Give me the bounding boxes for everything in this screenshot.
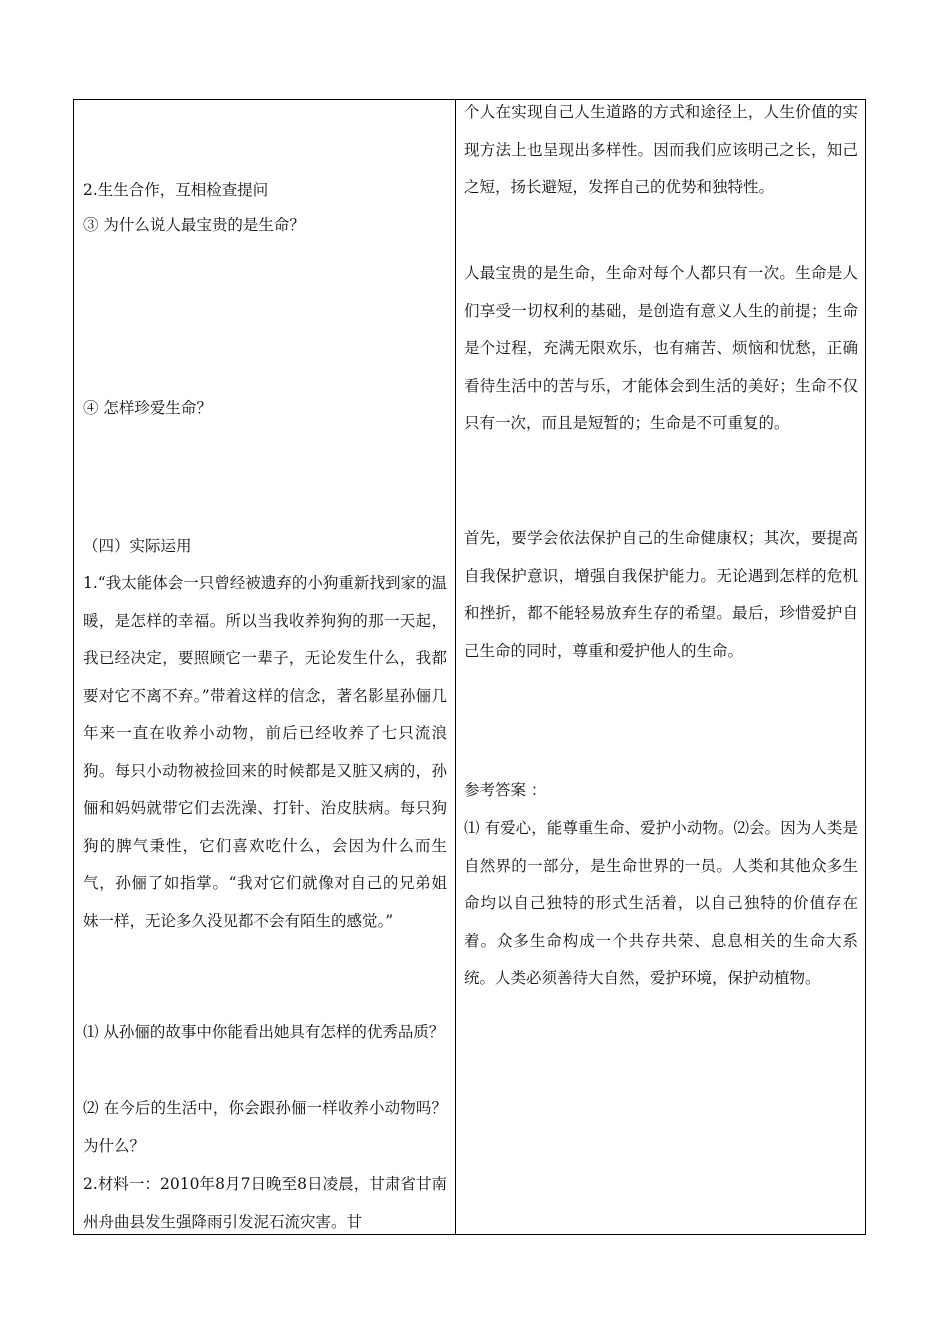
column-divider — [455, 99, 456, 1235]
sub-question-1: ⑴ 从孙俪的故事中你能看出她具有怎样的优秀品质？ — [83, 1023, 445, 1041]
question-3: ③ 为什么说人最宝贵的是生命？ — [83, 216, 305, 234]
answer-paragraph-1: 个人在实现自己人生道路的方式和途径上，人生价值的实现方法上也呈现出多样性。因而我们应该明己之长，知己之短，扬长避短，发挥自己的优势和独特性。 — [464, 103, 858, 196]
section-4-title: （四）实际运用 — [83, 537, 192, 555]
reference-answer-label: 参考答案 ： — [464, 781, 547, 799]
answer-paragraph-3: 首先，要学会依法保护自己的生命健康权；其次，要提高自我保护意识，增强自我保护能力。无论遇到怎样的危机和挫折，都不能轻易放弃生存的希望。最后，珍惜爱护自己生命的同时，尊重和爱护他人的生命。 — [464, 529, 858, 660]
sub-question-2: ⑵ 在今后的生活中，你会跟孙俪一样收养小动物吗？为什么？ — [83, 1099, 447, 1155]
question-4: ④ 怎样珍爱生命？ — [83, 399, 212, 417]
step2-cooperation: 2.生生合作，互相检查提问 — [83, 181, 269, 199]
material-2: 2.材料一：2010年8月7日晚至8日凌晨，甘肃省甘南州舟曲县发生强降雨引发泥石流灾害。甘 — [83, 1175, 447, 1231]
material-1: 1.“我太能体会一只曾经被遗弃的小狗重新找到家的温暖，是怎样的幸福。所以当我收养狗狗的那一天起，我已经决定，要照顾它一辈子，无论发生什么，我都要对它不离不弃。”带着这样的信念，著名影星孙俪几年来一直在收养小动物，前后已经收养了七只流浪狗。每只小动物被捡回来的时候都是又脏又病的，孙俪和妈妈就带它们去洗澡、打针、治皮肤病。每只狗狗的脾气秉性，它们喜欢吃什么，会因为什么而生气，孙俪了如指掌。“我对它们就像对自己的兄弟姐妹一样，无论多久没见都不会有陌生的感觉。” — [83, 574, 447, 930]
reference-answer: ⑴ 有爱心，能尊重生命、爱护小动物。⑵会。因为人类是自然界的一部分，是生命世界的一员。人类和其他众多生命均以自己独特的形式生活着，以自己独特的价值存在着。众多生命构成一个共存共荣、息息相关的生命大系统。人类必须善待大自然，爱护环境，保护动植物。 — [464, 819, 858, 987]
answer-paragraph-2: 人最宝贵的是生命，生命对每个人都只有一次。生命是人们享受一切权利的基础，是创造有意义人生的前提；生命是个过程，充满无限欢乐，也有痛苦、烦恼和忧愁，正确看待生活中的苦与乐，才能体会到生活的美好；生命不仅只有一次，而且是短暂的；生命是不可重复的。 — [464, 264, 858, 432]
